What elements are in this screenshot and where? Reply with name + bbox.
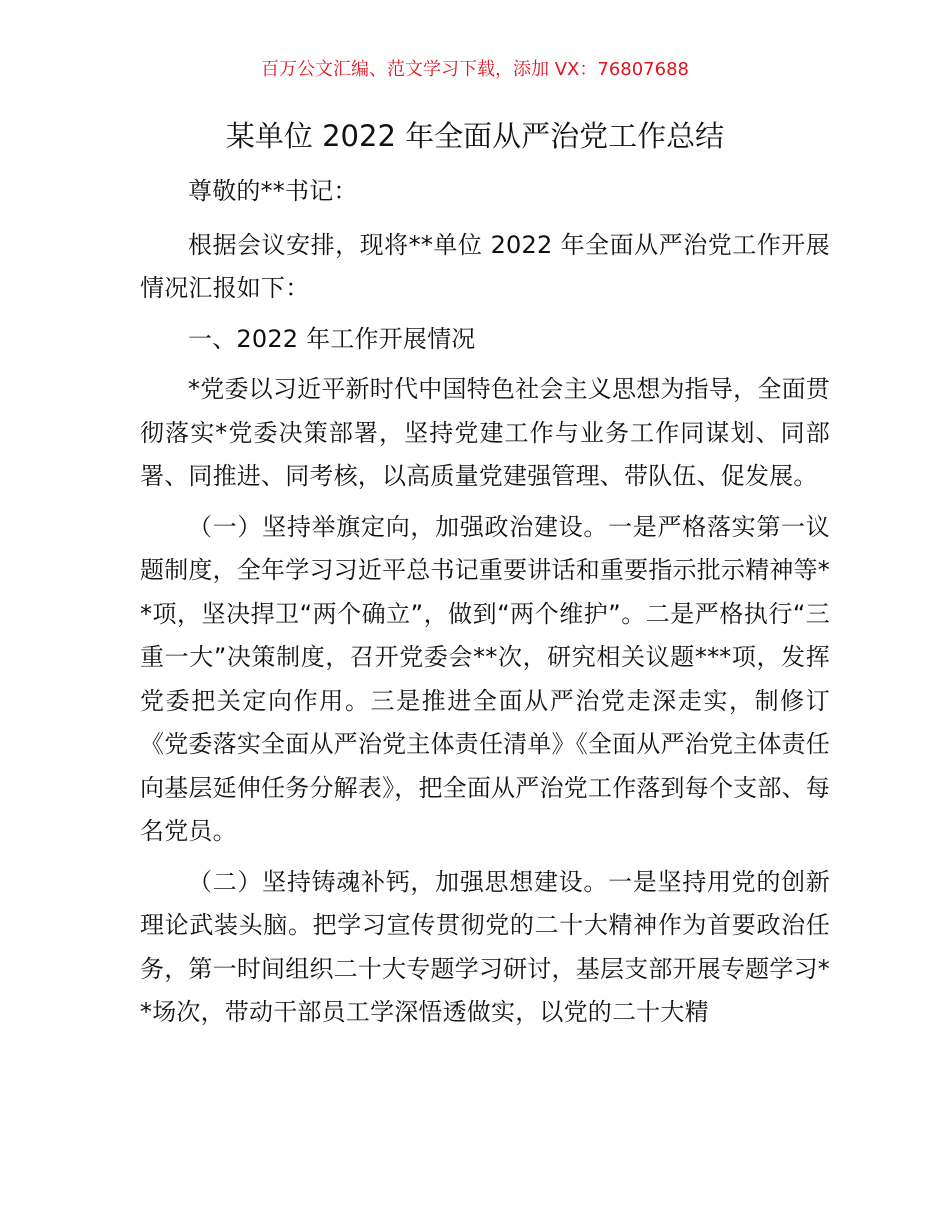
watermark-banner: 百万公文汇编、范文学习下载，添加 VX：76807688	[261, 59, 689, 80]
document-body	[140, 170, 830, 1042]
paragraph-intro: 根据会议安排，现将**单位 2022 年全面从严治党工作开展情况汇报如下：	[140, 230, 830, 302]
paragraph-ideological-building: （二）坚持铸魂补钙，加强思想建设。一是坚持用党的创新理论武装头脑。把学习宣传贯彻党的二十大精神作为首要政治任务，第一时间组织二十大专题学习研讨，基层支部开展专题学习**场次，带动干部员工学深悟透做实，以党的二十大精	[140, 867, 830, 1026]
section-heading-1: 一、2022 年工作开展情况	[188, 324, 476, 353]
paragraph-overview: *党委以习近平新时代中国特色社会主义思想为指导，全面贯彻落实*党委决策部署，坚持党建工作与业务工作同谋划、同部署、同推进、同考核，以高质量党建强管理、带队伍、促发展。	[140, 375, 830, 490]
paragraph-political-building: （一）坚持举旗定向，加强政治建设。一是严格落实第一议题制度，全年学习习近平总书记重要讲话和重要指示批示精神等**项，坚决捍卫“两个确立”，做到“两个维护”。二是严格执行“三重一大”决策制度，召开党委会**次，研究相关议题***项，发挥党委把关定向作用。三是推进全面从严治党走深走实，制修订《党委落实全面从严治党主体责任清单》《全面从严治党主体责任向基层延伸任务分解表》，把全面从严治党工作落到每个支部、每名党员。	[140, 512, 830, 845]
salutation: 尊敬的**书记：	[188, 177, 358, 205]
document-title: 某单位 2022 年全面从严治党工作总结	[225, 119, 725, 153]
